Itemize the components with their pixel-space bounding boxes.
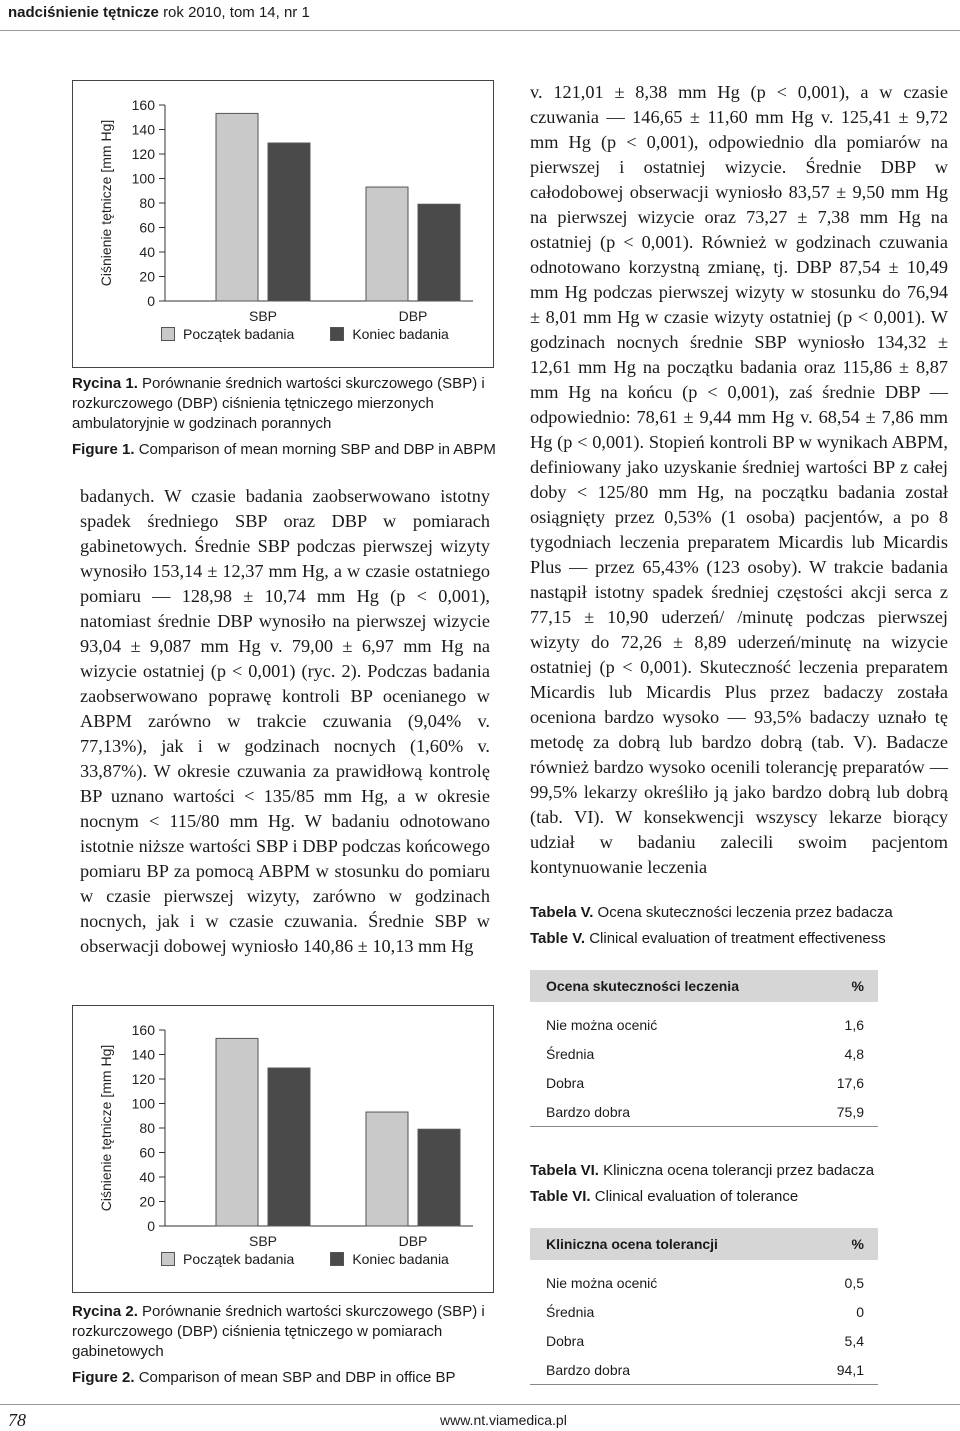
table-header-cell: Ocena skuteczności leczenia	[530, 970, 807, 1002]
table-row	[530, 1039, 878, 1068]
table-row	[530, 1355, 878, 1385]
figure-2-x-category-label: SBP	[248, 1233, 278, 1249]
figure-2-y-tick-label: 60	[139, 1144, 155, 1161]
table-5	[530, 970, 878, 1127]
legend-label-end: Koniec badania	[352, 1251, 449, 1267]
figure-1-bar-sbp-start	[216, 113, 258, 301]
table-cell: 0,5	[844, 1274, 864, 1291]
figure-2-text-en: Comparison of mean SBP and DBP in office BP	[138, 1369, 456, 1386]
table-cell: 17,6	[836, 1074, 864, 1091]
figure-1-label-en: Figure 1.	[72, 441, 135, 458]
figure-2-bar-dbp-end	[418, 1129, 460, 1226]
figure-2-y-tick-label: 40	[139, 1169, 155, 1185]
table-6-label-pl: Tabela VI.	[530, 1162, 599, 1179]
table-6-title-pl: Kliniczna ocena tolerancji przez badacza	[603, 1162, 875, 1179]
figure-1-bar-sbp-end	[268, 143, 310, 301]
table-cell: 5,4	[844, 1332, 864, 1349]
table-5-label-en: Table V.	[530, 930, 586, 947]
table-header-cell: %	[807, 970, 878, 1002]
legend-swatch-end	[330, 327, 344, 341]
table-cell: Bardzo dobra	[530, 1355, 802, 1385]
legend-swatch-start	[161, 327, 175, 341]
legend-label-end: Koniec badania	[352, 326, 449, 342]
figure-2-chart	[72, 1005, 494, 1293]
figure-1-svg	[73, 81, 493, 367]
figure-2-y-tick-label: 120	[131, 1071, 155, 1087]
figure-2-y-axis-label: Ciśnienie tętnicze [mm Hg]	[98, 1044, 114, 1212]
table-5-caption	[530, 900, 950, 952]
table-cell: 4,8	[844, 1045, 864, 1062]
figure-1-y-tick-label: 20	[139, 268, 155, 285]
figure-2-y-tick-label: 20	[139, 1193, 155, 1210]
table-row	[530, 1297, 878, 1326]
figure-2-y-tick-label: 160	[131, 1022, 155, 1038]
figure-2-text-pl: Porównanie średnich wartości skurczowego (SBP) i rozkurczowego (DBP) ciśnienia tętniczego w pomiarach gabinetowych	[72, 1303, 485, 1360]
figure-2-y-tick-label: 100	[131, 1095, 155, 1112]
figure-1-y-tick-label: 160	[131, 97, 155, 113]
table-row	[530, 1068, 878, 1097]
table-cell: 75,9	[807, 1097, 878, 1127]
table-5-title-pl: Ocena skuteczności leczenia przez badacza	[597, 904, 893, 921]
footer-rule	[0, 1404, 960, 1405]
table-header-row	[530, 970, 878, 1002]
figure-2-y-tick-label: 80	[139, 1120, 155, 1136]
table-cell: Dobra	[546, 1074, 585, 1091]
table-row	[530, 1326, 878, 1355]
table-5-label-pl: Tabela V.	[530, 904, 594, 921]
header-rule	[0, 30, 960, 31]
figure-1-legend	[161, 326, 449, 342]
table-cell: Bardzo dobra	[530, 1097, 807, 1127]
figure-1-y-tick-label: 120	[131, 146, 155, 162]
table-cell: Dobra	[546, 1332, 585, 1349]
table-5-title-en: Clinical evaluation of treatment effectiveness	[589, 930, 886, 947]
figure-1-x-category-label: DBP	[398, 308, 428, 324]
table-cell: Nie można ocenić	[546, 1274, 658, 1291]
legend-label-start: Początek badania	[183, 326, 295, 342]
table-cell: Nie można ocenić	[546, 1016, 658, 1033]
figure-1-x-category-label: SBP	[248, 308, 278, 324]
table-6	[530, 1228, 878, 1385]
table-cell: Średnia	[546, 1045, 595, 1062]
figure-1-y-tick-label: 80	[139, 195, 155, 211]
figure-1-text-en: Comparison of mean morning SBP and DBP in ABPM	[138, 441, 496, 458]
figure-2-caption	[72, 1302, 512, 1388]
figure-1-bar-dbp-start	[366, 187, 408, 301]
legend-label-start: Początek badania	[183, 1251, 295, 1267]
figure-2-label-en: Figure 2.	[72, 1369, 135, 1386]
legend-swatch-end	[330, 1252, 344, 1266]
table-row	[530, 1010, 878, 1039]
figure-1-y-tick-label: 140	[131, 121, 155, 138]
figure-1-caption	[72, 374, 512, 460]
body-text-right: v. 121,01 ± 8,38 mm Hg (p < 0,001), a w czasie czuwania — 146,65 ± 11,60 mm Hg v. 125,41 ± 9,72 mm Hg (p < 0,001), odpowiednio dla pomiarów na pierwszej i ostatniej wizycie. Średnie DBP w całodobowej obserwacji wyniosło 83,57 ± 9,50 mm Hg na pierwszej wizycie oraz 73,27 ± 7,38 mm Hg na ostatniej (p < 0,001). Również w godzinach czuwania odnotowano korzystną zmianę, tj. DBP 87,54 ± 10,49 mm Hg podczas pierwszej wizyty w stosunku do 76,94 ± 8,01 mm Hg w czasie wizyty ostatniej (p < 0,001). W godzinach nocnych średnie SBP wyniosło 134,32 ± 12,61 mm Hg na początku badania oraz 115,86 ± 8,87 mm Hg na końcu (p < 0,001), zaś średnie DBP — odpowiednio: 78,61 ± 9,44 mm Hg v. 68,54 ± 7,86 mm Hg (p < 0,001). Stopień kontroli BP w wynikach ABPM, definiowany jako uzyskanie średniej wartości BP z całej doby < 125/80 mm Hg, na początku badania został osiągnięty przez 0,53% (1 osoba) pacjentów, a po 8 tygodniach leczenia preparatem Micardis lub Micardis Plus — przez 65,43% (123 osoby). W trakcie badania nastąpił istotny spadek średniej częstości akcji serca z 77,15 ± 10,90 uderzeń/ /minutę podczas pierwszej wizyty do 72,26 ± 8,89 uderzeń/minutę na wizycie ostatniej (p < 0,001). Skuteczność leczenia preparatem Micardis lub Micardis Plus przez badaczy została oceniona bardzo wysoko — 93,5% badaczy uznało tę metodę za dobrą lub bardzo dobrą (tab. V). Badacze również bardzo wysoko ocenili tolerancję preparatów — 99,5% lekarzy określiło ją jako bardzo dobrą lub dobrą (tab. VI). W konsekwencji wszyscy lekarze biorący udział w badaniu zalecili swoim pacjentom kontynuowanie leczenia	[530, 82, 948, 877]
body-text-left: badanych. W czasie badania zaobserwowano istotny spadek średniego SBP oraz DBP w pomiarach gabinetowych. Średnie SBP podczas pierwszej wizyty wynosiło 153,14 ± 12,37 mm Hg, a w czasie ostatniego pomiaru — 128,98 ± 10,74 mm Hg (p < 0,001), natomiast średnie DBP wynosiło na pierwszej wizycie 93,04 ± 9,087 mm Hg v. 79,00 ± 6,97 mm Hg na wizycie ostatniej (p < 0,001) (ryc. 2). Podczas badania zaobserwowano poprawę kontroli BP ocenianego w ABPM zarówno w trakcie czuwania (9,04% v. 77,13%), jak i w godzinach nocnych (1,60% v. 33,87%). W okresie czuwania za prawidłową kontrolę BP uznano wartości < 135/85 mm Hg, a w okresie nocnym < 115/80 mm Hg. W badaniu odnotowano istotnie niższe wartości SBP i DBP podczas końcowego pomiaru BP za pomocą ABPM w stosunku do pomiaru w czasie pierwszej wizyty, zarówno w godzinach nocnych, jak i w czasie czuwania. Średnie SBP w obserwacji dobowej wyniosło 140,86 ± 10,13 mm Hg	[80, 486, 490, 956]
table-row	[530, 1268, 878, 1297]
figure-2-y-tick-label: 0	[147, 1218, 155, 1234]
figure-2-svg	[73, 1006, 493, 1292]
table-header-cell: %	[802, 1228, 878, 1260]
figure-1-y-tick-label: 40	[139, 244, 155, 260]
footer-url: www.nt.viamedica.pl	[440, 1412, 567, 1428]
figure-1-y-tick-label: 100	[131, 170, 155, 187]
table-header-cell: Kliniczna ocena tolerancji	[530, 1228, 802, 1260]
figure-1-label-pl: Rycina 1.	[72, 375, 138, 392]
table-6-caption	[530, 1158, 950, 1210]
figure-1-text-pl: Porównanie średnich wartości skurczowego (SBP) i rozkurczowego (DBP) ciśnienia tętniczego mierzonych ambulatoryjnie w godzinach porannych	[72, 375, 485, 432]
journal-name: nadciśnienie tętnicze	[8, 4, 159, 21]
figure-2-x-category-label: DBP	[398, 1233, 428, 1249]
figure-2-bar-dbp-start	[366, 1112, 408, 1226]
figure-2-y-tick-label: 140	[131, 1046, 155, 1063]
table-cell: 0	[856, 1303, 864, 1320]
figure-1-bar-dbp-end	[418, 204, 460, 301]
table-header-row	[530, 1228, 878, 1260]
figure-1-y-axis-label: Ciśnienie tętnicze [mm Hg]	[98, 119, 114, 287]
table-cell: Średnia	[546, 1303, 595, 1320]
figure-1-y-tick-label: 0	[147, 293, 155, 309]
table-cell: 1,6	[844, 1016, 864, 1033]
table-6-title-en: Clinical evaluation of tolerance	[594, 1188, 799, 1205]
figure-2-bar-sbp-end	[268, 1068, 310, 1226]
table-row	[530, 1097, 878, 1127]
table-6-label-en: Table VI.	[530, 1188, 591, 1205]
figure-2-bar-sbp-start	[216, 1038, 258, 1226]
figure-1-chart	[72, 80, 494, 368]
journal-issue: rok 2010, tom 14, nr 1	[163, 4, 310, 21]
page-number: 78	[8, 1410, 26, 1430]
figure-2-label-pl: Rycina 2.	[72, 1303, 138, 1320]
table-cell: 94,1	[802, 1355, 878, 1385]
running-header	[8, 4, 310, 21]
figure-2-legend	[161, 1251, 449, 1267]
legend-swatch-start	[161, 1252, 175, 1266]
figure-1-y-tick-label: 60	[139, 219, 155, 236]
